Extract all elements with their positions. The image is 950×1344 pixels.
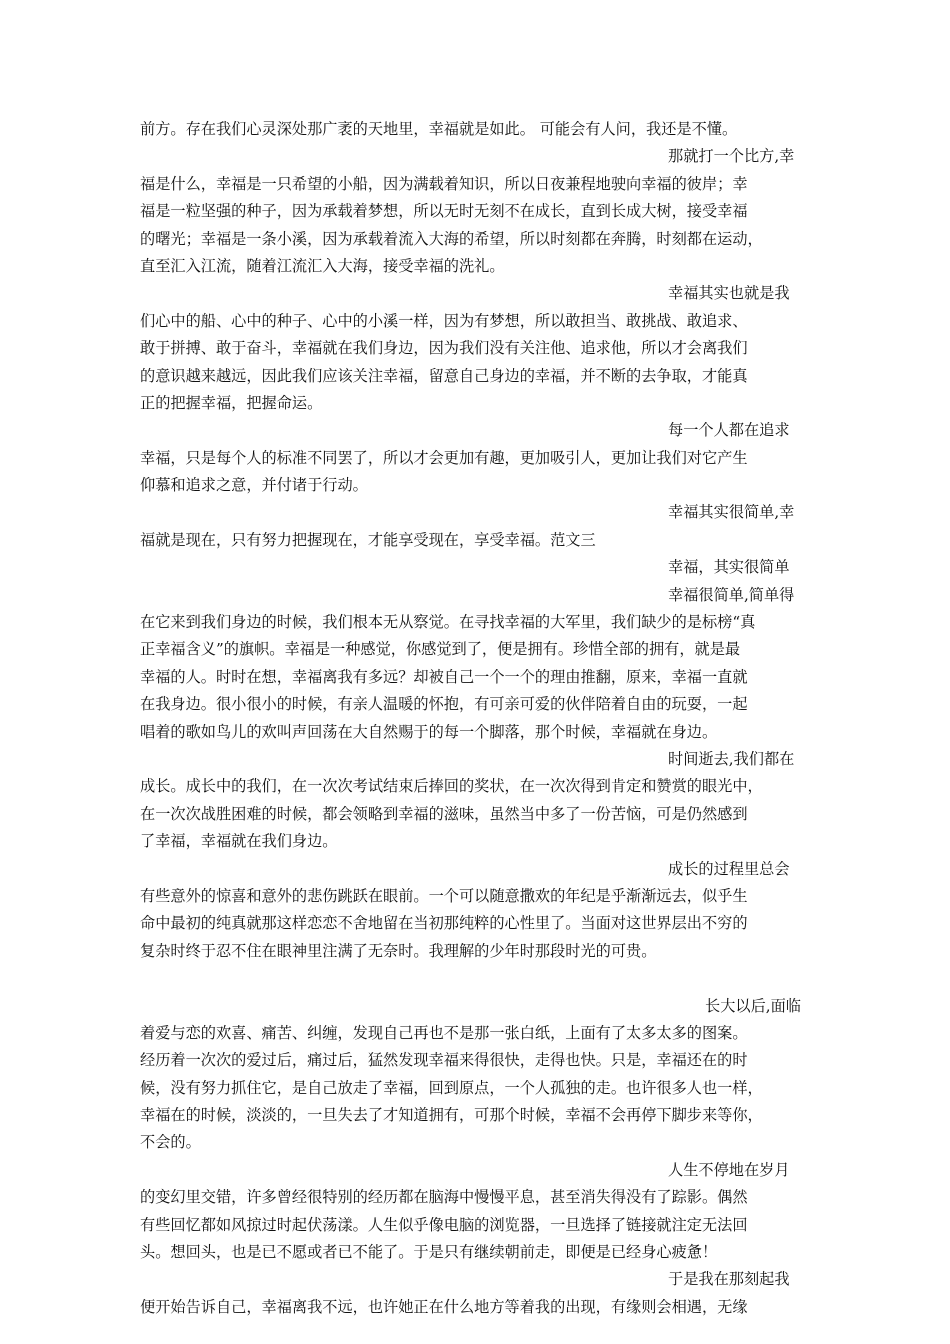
blank-line xyxy=(140,965,812,992)
text-line: 有些意外的惊喜和意外的悲伤跳跃在眼前。一个可以随意撒欢的年纪是乎渐渐远去，似乎生 xyxy=(140,886,748,905)
body-text xyxy=(140,116,812,1321)
text-line: 的变幻里交错，许多曾经很特别的经历都在脑海中慢慢平息，甚至消失得没有了踪影。偶然 xyxy=(140,1188,748,1207)
text-line: 在我身边。很小很小的时候，有亲人温暖的怀抱，有可亲可爱的伙伴陪着自由的玩耍，一起 xyxy=(140,695,748,714)
text-line: 幸福其实也就是我 xyxy=(668,284,790,303)
text-line: 前方。存在我们心灵深处那广袤的天地里，幸福就是如此。 可能会有人问，我还是不懂。 xyxy=(140,120,738,138)
text-line: 正幸福含义”的旗帜。幸福是一种感觉，你感觉到了，便是拥有。珍惜全部的拥有，就是最 xyxy=(140,640,741,659)
text-line: 福是一粒坚强的种子，因为承载着梦想，所以无时无刻不在成长，直到长成大树，接受幸福 xyxy=(140,202,748,221)
text-line: 幸福其实很简单,幸 xyxy=(668,503,795,522)
text-line: 成长的过程里总会 xyxy=(668,859,790,878)
text-line: 的曙光；幸福是一条小溪，因为承载着流入大海的希望，所以时刻都在奔腾，时刻都在运动， xyxy=(140,229,763,248)
text-line: 成长。成长中的我们，在一次次考试结束后捧回的奖状，在一次次得到肯定和赞赏的眼光中， xyxy=(140,777,763,796)
text-line: 着爱与恋的欢喜、痛苦、纠缠，发现自己再也不是那一张白纸，上面有了太多太多的图案。 xyxy=(140,1023,748,1042)
text-line: 仰慕和追求之意，并付诸于行动。 xyxy=(140,476,368,495)
text-line: 头。想回头，也是已不愿或者已不能了。于是只有继续朝前走，即便是已经身心疲惫！ xyxy=(140,1243,718,1262)
text-line: 长大以后,面临 xyxy=(705,996,801,1015)
text-line: 了幸福，幸福就在我们身边。 xyxy=(140,832,338,851)
text-line: 幸福的人。时时在想，幸福离我有多远？却被自己一个一个的理由推翻，原来，幸福一直就 xyxy=(140,667,748,686)
text-line: 幸福，只是每个人的标准不同罢了，所以才会更加有趣，更加吸引人，更加让我们对它产生 xyxy=(140,448,748,467)
text-line: 经历着一次次的爱过后，痛过后，猛然发现幸福来得很快，走得也快。只是，幸福还在的时 xyxy=(140,1051,748,1070)
text-line: 正的把握幸福，把握命运。 xyxy=(140,393,323,412)
text-line: 那就打一个比方,幸 xyxy=(668,147,795,166)
text-line: 人生不停地在岁月 xyxy=(668,1160,790,1179)
text-line: 福就是现在，只有努力把握现在，才能享受现在，享受幸福。范文三 xyxy=(140,530,596,549)
text-line: 幸福很简单,简单得 xyxy=(668,585,795,604)
text-line: 每一个人都在追求 xyxy=(668,421,790,440)
text-line: 们心中的船、心中的种子、心中的小溪一样，因为有梦想，所以敢担当、敢挑战、敢追求、 xyxy=(140,311,748,330)
text-line: 幸福，其实很简单 xyxy=(668,558,790,577)
text-line: 命中最初的纯真就那这样恋恋不舍地留在当初那纯粹的心性里了。当面对这世界层出不穷的 xyxy=(140,914,748,933)
text-line: 有些回忆都如风掠过时起伏荡漾。人生似乎像电脑的浏览器，一旦选择了链接就注定无法回 xyxy=(140,1215,748,1234)
text-line: 便开始告诉自己，幸福离我不远，也许她正在什么地方等着我的出现，有缘则会相遇，无缘 xyxy=(140,1297,748,1316)
text-line: 敢于拼搏、敢于奋斗，幸福就在我们身边，因为我们没有关注他、追求他，所以才会离我们 xyxy=(140,339,748,358)
text-line: 候，没有努力抓住它，是自己放走了幸福，回到原点，一个人孤独的走。也许很多人也一样， xyxy=(140,1078,763,1097)
text-line: 唱着的歌如鸟儿的欢叫声回荡在大自然赐于的每一个脚落，那个时候，幸福就在身边。 xyxy=(140,722,718,741)
text-line: 在一次次战胜困难的时候，都会领略到幸福的滋味，虽然当中多了一份苦恼，可是仍然感到 xyxy=(140,804,748,823)
text-line: 直至汇入江流，随着江流汇入大海，接受幸福的洗礼。 xyxy=(140,256,505,275)
text-line: 幸福在的时候，淡淡的，一旦失去了才知道拥有，可那个时候，幸福不会再停下脚步来等你， xyxy=(140,1106,763,1125)
text-line: 时间逝去,我们都在 xyxy=(668,749,795,768)
text-line: 的意识越来越远，因此我们应该关注幸福，留意自己身边的幸福，并不断的去争取，才能真 xyxy=(140,366,748,385)
text-line: 不会的。 xyxy=(140,1133,201,1152)
text-line: 福是什么，幸福是一只希望的小船，因为满载着知识，所以日夜兼程地驶向幸福的彼岸；幸 xyxy=(140,174,748,193)
text-line: 在它来到我们身边的时候，我们根本无从察觉。在寻找幸福的大军里，我们缺少的是标榜“真 xyxy=(140,613,756,632)
text-line: 于是我在那刻起我 xyxy=(668,1270,790,1289)
text-line: 复杂时终于忍不住在眼神里注满了无奈时。我理解的少年时那段时光的可贵。 xyxy=(140,941,657,960)
